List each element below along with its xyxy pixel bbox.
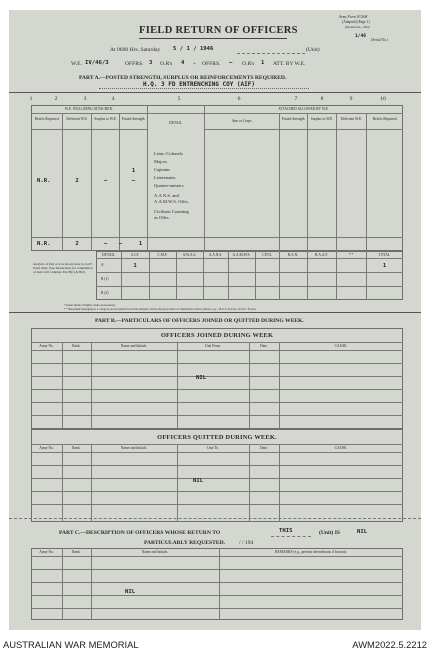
analysis-note: Analysis of Part A to be shown here by A.I.F. Units Only. (See Instructions for compilation of form will complete Part B(1) & B(2). — [33, 262, 93, 274]
joined-col-header: Rank. — [72, 344, 81, 348]
ors2-value: 1 — [261, 60, 265, 66]
analysis-col-header: A.A.M.W.S. — [232, 253, 251, 257]
offrs2-label: OFFRS. — [202, 61, 221, 67]
description-table — [31, 548, 403, 620]
serial-label: (Serial No.) — [371, 38, 388, 42]
footer-accession: AWM2022.5.2212 — [352, 639, 427, 650]
col-number: 1 — [29, 96, 33, 102]
ors-label: O.R's — [160, 61, 173, 67]
quitted-title: OFFICERS QUITTED DURING WEEK. — [157, 434, 277, 441]
col-number: 8 — [320, 96, 324, 102]
col-header: Deficient W.E. — [66, 117, 88, 121]
form-sheet: Army Form W.3008 (Adapted) (Page 1) (Revised Jan., 1943) FIELD RETURN OF OFFICERS 1/46 (Serial No.) At 0600 Hrs. Saturday 5 / 1 / 1946 (Unit) W.E. IV/46/3 OFFRS. 3 O.R's 4 + OFFRS. – O.R's 1 ATT. BY W.E. PART A.—POSTED STRENGTH, SURPLUS OR REINFORCEMENTS REQUIRED. H.Q. 3 FD ENTRENCHING COY (AIF) 1 2 3 4 5 6 7 8 9 10 W.E. INCLUDING ATTACHED. ATTACHED ALLOWED BY W.E. DETAIL Rein'ts Required. Deficient W.E. Surplus to W.E. Posted Strength. Arm or Corps. Posted Strength. Surplus to W.E. Deficient W.E. Rein'ts Required. Lieut.-Colonels Majors Captains Lieutenants Quarter-masters A.A.N.S. and A.A.M.W.S. Offrs. Civilians Counting as Offrs. N.R. 2 – – 1 N.R. 2 – – 1 Analysis of Part A to be shown here by A.I.F. Units Only. (See Instructions for compilation of form will complete Part B(1) & B(2). DETAIL A.I.F. C.M.F. A.W.A.S. A.A.N.S. A.A.M.W.S. CIVIL R.A.N. R.A.A.F. * * TOTAL A. B (1) B (2) 1 1 * Insert detail of higher ranks as necessary. * * Personnel belonging to a category not provided for in this analysis will be shown in this Col. Particulars will be shown, e.g., 18 U.S. Forces; 10 N.Z. Forces. PART B.—PARTICULARS OF OFFICERS JOINED OR QUITTED DURING WEEK. OFFICERS JOINED DURING WEEK Army No. Rank. Name and Initials. Unit From. Date. CAUSE. NIL OFFICERS QUITTED DURING WEEK. Army No. Rank. Name and Initials. Unit To. Date. CAUSE. NIL PART C.—DESCRIPTION OF OFFICERS WHOSE RETURN TO THIS (Unit) IS NIL PARTICULARLY REQUESTED. / / 194 Army No. Rank. Name and Initials. REMARKS (e.g., present whereabouts if known). NIL — [9, 10, 421, 630]
date-value: 5 / 1 / 1946 — [173, 46, 214, 52]
col-number: 5 — [177, 96, 181, 102]
ors-value: 4 — [181, 60, 185, 66]
att-group-header: ATTACHED ALLOWED BY W.E. — [278, 107, 329, 111]
detail-header: DETAIL — [169, 121, 182, 125]
att-label: ATT. BY W.E. — [273, 61, 306, 67]
we-value: IV/46/3 — [85, 60, 109, 66]
quitted-col-header: Name and Initials. — [120, 446, 148, 450]
analysis-row-label: B (2) — [101, 291, 109, 295]
quitted-table — [31, 429, 403, 522]
serial-value: 1/46 — [355, 34, 367, 39]
col-number: 2 — [54, 96, 58, 102]
total-value: 1 — [138, 241, 143, 247]
col-number: 7 — [294, 96, 298, 102]
row-value: 2 — [75, 178, 79, 184]
rank-label: Captains — [154, 167, 171, 172]
analysis-col-header: * * — [348, 253, 354, 257]
analysis-col-header: A.W.A.S. — [182, 253, 197, 257]
unit-is-label: (Unit) IS — [319, 530, 340, 536]
footer-credit: AUSTRALIAN WAR MEMORIAL — [3, 639, 139, 650]
analysis-col-header: R.A.A.F. — [315, 253, 328, 257]
total-value: 2 — [75, 241, 79, 247]
total-value: – — [103, 241, 108, 247]
revised-note: (Revised Jan., 1943) — [345, 25, 370, 29]
col-number: 4 — [111, 96, 115, 102]
col-number: 10 — [380, 96, 386, 102]
col-number: 6 — [237, 96, 241, 102]
quitted-col-header: Rank. — [72, 446, 81, 450]
joined-col-header: Name and Initials. — [120, 344, 148, 348]
offrs-value: 3 — [149, 60, 153, 66]
row-value: – — [103, 178, 108, 184]
col-header: Posted Strength. — [121, 117, 146, 121]
analysis-total-value: 1 — [382, 263, 387, 269]
row-value: 1 — [131, 168, 136, 174]
requested-date: / / 194 — [239, 540, 254, 546]
rank-label: Civilians Counting — [154, 209, 189, 214]
quitted-col-header: CAUSE. — [334, 446, 348, 450]
nr-mark: N.R. — [37, 178, 51, 184]
col-header: Rein'ts Required. — [34, 117, 60, 121]
at-label: At 0600 Hrs. Saturday — [110, 47, 161, 53]
analysis-aif-value: 1 — [133, 263, 137, 269]
unit-handwritten: H.Q. 3 FD ENTRENCHING COY (AIF) — [143, 81, 255, 88]
joined-nil: NIL — [196, 375, 207, 381]
rank-label: A.A.N.S. and — [154, 193, 179, 198]
description-col-header: REMARKS (e.g., present whereabouts if known). — [275, 550, 347, 554]
quitted-col-header: Army No. — [39, 446, 54, 450]
col-header: Surplus to W.E. — [310, 117, 334, 121]
col-header: Surplus to W.E. — [94, 117, 117, 121]
part-a-title: PART A.—POSTED STRENGTH, SURPLUS OR REINFORCEMENTS REQUIRED. — [79, 75, 287, 81]
total-value: – — [118, 241, 123, 247]
ors2-label: O.R's — [242, 61, 255, 67]
part-b-title: PART B.—PARTICULARS OF OFFICERS JOINED OR QUITTED DURING WEEK. — [95, 318, 304, 324]
description-col-header: Rank. — [72, 550, 81, 554]
army-form-number: Army Form W.3008 — [339, 15, 368, 19]
rank-label: Majors — [154, 159, 168, 164]
form-title: FIELD RETURN OF OFFICERS — [139, 25, 298, 36]
we-label: W.E. — [71, 61, 82, 67]
part-c-title: PART C.—DESCRIPTION OF OFFICERS WHOSE RETURN TO — [59, 530, 221, 536]
col-number: 9 — [349, 96, 353, 102]
description-col-header: Name and Initials. — [141, 550, 169, 554]
description-nil: NIL — [125, 589, 136, 595]
col-header: Posted Strength. — [281, 117, 306, 121]
footnote-2: * * Personnel belonging to a category not provided for in this analysis will be shown in this Col. Particulars will be shown, e.g., 18 U.S. Forces; 10 N.Z. Forces. — [64, 307, 257, 311]
offrs2-value: – — [229, 60, 233, 66]
col-header: Arm or Corps. — [231, 119, 253, 123]
rank-label: Lieut.-Colonels — [154, 151, 183, 156]
analysis-col-header: A.I.F. — [130, 253, 140, 257]
rank-label: Lieutenants — [154, 175, 176, 180]
analysis-col-header: R.A.N. — [287, 253, 299, 257]
analysis-col-header: CIVIL — [262, 253, 272, 257]
analysis-col-header: DETAIL — [102, 253, 115, 257]
quitted-col-header: Date. — [260, 446, 268, 450]
analysis-row-label: B (1) — [101, 277, 109, 281]
footnote-1: * Insert detail of higher ranks as necessary. — [64, 303, 116, 307]
quitted-nil: NIL — [193, 478, 204, 484]
joined-title: OFFICERS JOINED DURING WEEK — [160, 332, 274, 339]
joined-col-header: CAUSE. — [334, 344, 348, 348]
rank-label: A.A.M.W.S. Offrs. — [154, 199, 189, 204]
analysis-row-label: A. — [101, 263, 105, 267]
we-group-header: W.E. INCLUDING ATTACHED. — [64, 107, 114, 111]
offrs-label: OFFRS. — [125, 61, 144, 67]
joined-col-header: Date. — [260, 344, 268, 348]
col-number: 3 — [83, 96, 87, 102]
rank-label: Quarter-masters — [154, 183, 184, 188]
total-nr-mark: N.R. — [37, 241, 51, 247]
unit-is-value: NIL — [357, 529, 368, 535]
analysis-col-header: A.A.N.S. — [208, 253, 223, 257]
joined-col-header: Unit From. — [205, 344, 221, 348]
analysis-col-header: TOTAL — [378, 253, 391, 257]
analysis-col-header: C.M.F. — [157, 253, 168, 257]
row-value: – — [131, 178, 136, 184]
col-header: Rein'ts Required. — [372, 117, 398, 121]
return-to-value: THIS — [279, 528, 293, 534]
quitted-col-header: Unit To. — [207, 446, 219, 450]
description-col-header: Army No. — [39, 550, 54, 554]
requested-label: PARTICULARLY REQUESTED. — [144, 540, 226, 546]
unit-label: (Unit) — [306, 47, 320, 53]
joined-col-header: Army No. — [39, 344, 54, 348]
adapted-note: (Adapted) (Page 1) — [342, 20, 370, 24]
col-header: Deficient W.E. — [340, 117, 363, 121]
rank-label: as Offrs. — [154, 215, 170, 220]
